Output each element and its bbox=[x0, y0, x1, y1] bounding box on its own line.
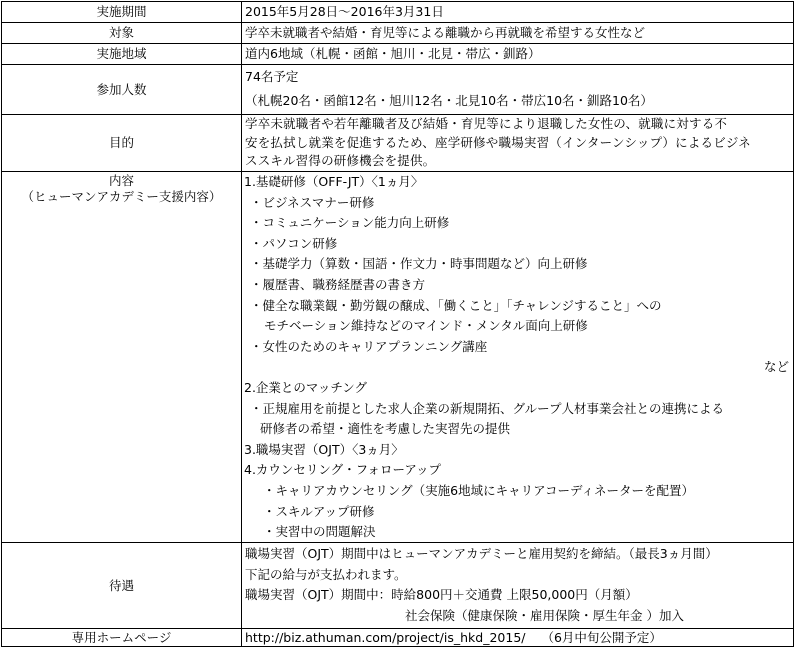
treatment-label bbox=[2, 543, 241, 628]
content-line: 1.基礎研修（OFF-JT）〈1ヵ月〉 bbox=[244, 174, 424, 189]
purpose-line: ススキル習得の研修機会を提供。 bbox=[245, 153, 436, 168]
period-value bbox=[242, 2, 793, 22]
content-label-subtext: （ヒューマンアカデミー支援内容） bbox=[21, 189, 222, 204]
area-label-text: 実施地域 bbox=[96, 46, 147, 61]
treatment-line: 職場実習（OJT）期間中はヒューマンアカデミーと雇用契約を締結。（最長3ヵ月間） bbox=[245, 546, 718, 561]
content-line: ・正規雇用を前提とした求人企業の新規開拓、グループ人材事業会社との連携による bbox=[250, 400, 725, 416]
homepage-value bbox=[242, 629, 793, 646]
content-value bbox=[242, 172, 793, 542]
period-value-text: 2015年5月28日～2016年3月31日 bbox=[245, 4, 444, 19]
treatment-line: 下記の給与が支払われます。 bbox=[245, 566, 407, 582]
content-line: ・基礎学力（算数・国語・作文力・時事問題など）向上研修 bbox=[250, 256, 588, 272]
area-value bbox=[242, 44, 793, 64]
content-line: 3.職場実習（OJT）〈3ヵ月〉 bbox=[244, 441, 404, 457]
content-line: 2.企業とのマッチング bbox=[244, 379, 368, 395]
area-label bbox=[2, 44, 241, 64]
participants-label bbox=[2, 65, 241, 114]
row-divider bbox=[1, 646, 794, 647]
target-value-text: 学卒未就職者や結婚・育児等による離職から再就職を希望する女性など bbox=[245, 25, 646, 40]
target-label-text: 対象 bbox=[108, 25, 134, 40]
purpose-line: 学卒未就職者や若年離職者及び結婚・育児等により退職した女性の、就職に対する不 bbox=[245, 116, 728, 131]
participants-label-text: 参加人数 bbox=[96, 81, 147, 97]
participants-line: 74名予定 bbox=[245, 69, 299, 84]
period-label bbox=[2, 2, 241, 22]
content-line: ・女性のためのキャリアプランニング講座 bbox=[250, 338, 488, 354]
participants-value bbox=[242, 65, 793, 114]
purpose-label bbox=[2, 115, 241, 171]
content-label-text: 内容 bbox=[108, 173, 134, 188]
content-label bbox=[2, 172, 241, 542]
content-line: 4.カウンセリング・フォローアップ bbox=[244, 462, 442, 478]
homepage-label bbox=[2, 629, 241, 646]
content-line: モチベーション維持などのマインド・メンタル面向上研修 bbox=[264, 318, 588, 334]
treatment-line: 職場実習（OJT）期間中：時給800円＋交通費 上限50,000円（月額） bbox=[245, 587, 638, 602]
treatment-label-text: 待遇 bbox=[108, 577, 134, 593]
content-line: ・履歴書、職務経歴書の書き方 bbox=[250, 276, 426, 292]
content-line: ・健全な職業観・勤労観の醸成、「働くこと」「チャレンジすること」への bbox=[250, 297, 662, 313]
content-line: ・ビジネスマナー研修 bbox=[250, 194, 375, 210]
program-info-table bbox=[1, 1, 794, 647]
treatment-line: 社会保険（健康保険・雇用保険・厚生年金 ）加入 bbox=[405, 607, 684, 623]
homepage-url[interactable]: http://biz.athuman.com/project/is_hkd_2015/ bbox=[245, 630, 526, 645]
area-value-text: 道内6地域（札幌・函館・旭川・北見・帯広・釧路） bbox=[245, 46, 541, 61]
content-line: ・実習中の問題解決 bbox=[263, 524, 376, 540]
participants-line: （札幌20名・函館12名・旭川12名・北見10名・帯広10名・釧路10名） bbox=[245, 93, 653, 108]
purpose-line: 安を払拭し就業を促進するため、座学研修や職場実習（インターンシップ）によるビジネ bbox=[245, 134, 751, 150]
target-label bbox=[2, 23, 241, 43]
content-line: など bbox=[763, 359, 789, 375]
content-line: ・スキルアップ研修 bbox=[263, 503, 375, 519]
content-line: 研修者の希望・適性を考慮した実習先の提供 bbox=[260, 421, 511, 437]
period-label-text: 実施期間 bbox=[96, 4, 147, 19]
content-line: ・キャリアカウンセリング（実施6地域にキャリアコーディネーターを配置） bbox=[263, 482, 694, 498]
homepage-label-text: 専用ホームページ bbox=[71, 629, 172, 645]
column-divider bbox=[793, 1, 794, 647]
target-value bbox=[242, 23, 793, 43]
purpose-value bbox=[242, 115, 793, 171]
homepage-note: （6月中旬公開予定） bbox=[541, 630, 662, 645]
treatment-value bbox=[242, 543, 793, 628]
purpose-label-text: 目的 bbox=[108, 135, 134, 150]
content-line: ・コミュニケーション能力向上研修 bbox=[250, 215, 450, 231]
content-line: ・パソコン研修 bbox=[250, 235, 338, 251]
